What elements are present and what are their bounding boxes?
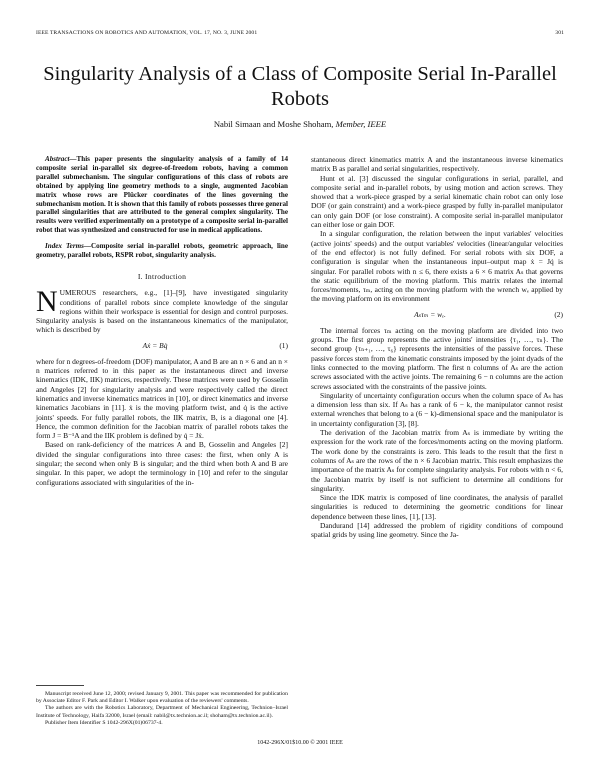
section-heading-introduction: I. Introduction — [137, 271, 187, 281]
author-line — [0, 119, 600, 129]
page-number: 301 — [555, 30, 564, 36]
abstract — [36, 155, 288, 235]
footnote — [36, 691, 288, 727]
equation-1-number: (1) — [279, 341, 288, 351]
drop-cap: N — [36, 285, 58, 319]
member-note: Member, IEEE — [335, 119, 387, 129]
intro-paragraph-3: Based on rank-deficiency of the matrices A and B, Gosselin and Angeles [2] divided the singular configurations into three cases: the first, when only A is singular; the second when only B is singular; and the third when both A and B are singular. In this paper, we adopt the terminology in [10] and refer to the singular configurations associated with singularities of the in- — [36, 440, 288, 487]
index-terms-text: Composite serial in-parallel robots, geometric approach, line geometry, parallel robots, RSPR robot, singularity analysis. — [36, 242, 288, 260]
right-paragraph-8: Dandurand [14] addressed the problem of rigidity conditions of compound spatial grids by using line geometry. Since the Ja- — [311, 520, 563, 540]
equation-2 — [311, 307, 563, 323]
author-names: Nabil Simaan and Moshe Shoham, — [213, 119, 334, 129]
right-paragraph-4: The internal forces τₘ acting on the moving platform are divided into two groups. The first group represents the active joints' intensities {τ₁, …, τₙ}. The second group {τₙ₊₁, …, τ₆} represents the intensities of the passive forces. These passive forces stem from the kinematic constraints imposed by the joint dyads of the links connected to the moving platform. The first n columns of Aₛ are the action screws associated with the active joints. The remaining 6 − n columns are the action screws associated with the constraints of the passive joints. — [311, 325, 563, 391]
right-paragraph-7: Since the IDK matrix is composed of line coordinates, the analysis of parallel singularities is reduced to determining the geometric conditions for linear dependence between these lines, [1], [13]. — [311, 493, 563, 521]
equation-1 — [36, 338, 288, 354]
journal-citation: IEEE TRANSACTIONS ON ROBOTICS AND AUTOMATION, VOL. 17, NO. 3, JUNE 2001 — [36, 30, 258, 36]
intro-paragraph-1-text: UMEROUS researchers, e.g., [1]–[9], have investigated singularity conditions of parallel robots since complete knowledge of the singular regions within their workspace is essential for design and control purposes. Singularity analysis is based on the instantaneous kinematics of the manipulator, which is described by — [36, 288, 288, 335]
right-paragraph-6: The derivation of the Jacobian matrix from Aₛ is immediate by writing the expression for the work rate of the forces/moments acting on the moving platform. The work done by the constraints is zero. This leads to the result that the first n columns of Aₛ are the rows of the n × 6 Jacobian matrix. This result emphasizes the importance of the matrix Aₛ for complete singularity analysis. For robots with n < 6, the Jacobian matrix by itself is not sufficient to determine all conditions for singularity. — [311, 428, 563, 493]
equation-2-number: (2) — [554, 310, 563, 320]
footnote-affiliation: The authors are with the Robotics Laboratory, Department of Mechanical Engineering, Technion–Israel Institute of Technology, Haifa 32000, Israel (email: nabil@tx.technion.ac.il; shoham@tx.technion.ac.il). — [36, 705, 288, 719]
right-paragraph-5: Singularity of uncertainty configuration occurs when the column space of Aₛ has a dimension less than six. If Aₛ has a rank of 6 − k, the manipulator cannot resist external wrenches that belong to a (6 − k)-dimensional space and the manipulator is in uncertainty configuration [3], [8]. — [311, 390, 563, 428]
abstract-label: Abstract— — [45, 155, 77, 163]
right-paragraph-2: Hunt et al. [3] discussed the singular configurations in serial, parallel, and composite serial and in-parallel robots, by using motion and action screws. They showed that a work-piece grasped by a serial kinematic chain robot can only lose DOF (or gain constraint) and a work-piece grasped by fully in-parallel manipulator can only gain DOF (or lose constraint). A composite serial in-parallel manipulator can either lose or gain DOF. — [311, 173, 563, 230]
intro-paragraph-2: where for n degrees-of-freedom (DOF) manipulator, A and B are an n × 6 and an n × n matrices referred to in this paper as the instantaneous direct and inverse kinematics (IDK, IIK) matrices, respectively. These matrices were used by Gosselin and Angeles [2] for singularity analysis and were respectively called the direct kinematics and inverse kinematics matrices in [10], or direct kinematics and inverse kinematics Jacobians in [11]. ẋ is the moving platform twist, and q̇ is the active joints' speeds. For fully parallel robots, the IIK matrix, B, is a diagonal one [4]. Hence, the common definition for the Jacobian matrix of parallel robots takes the form J = B⁻¹A and the IIK problem is defined by q̇ = Jẋ. — [36, 356, 288, 441]
left-column — [36, 155, 288, 487]
right-column — [311, 155, 563, 540]
footnote-manuscript: Manuscript received June 12, 2000; revised January 9, 2001. This paper was recommended for publication by Associate Editor F. Park and Editor I. Walker upon evaluation of the reviewers' comments. — [36, 691, 288, 705]
index-terms — [36, 242, 288, 260]
intro-paragraph-1 — [36, 285, 288, 335]
paper-title: Singularity Analysis of a Class of Composite Serial In-Parallel Robots — [43, 63, 557, 110]
running-head — [36, 30, 564, 36]
equation-2-body: Aₛτₘ = wₑ. — [414, 310, 446, 320]
abstract-text: This paper presents the singularity analysis of a family of 14 composite serial in-parallel six degree-of-freedom robots, having a common parallel submechanism. The singular configurations of this class of robots are obtained by applying line geometry methods to a single, augmented Jacobian matrix whose rows are Plücker coordinates of the lines governing the submechanism motion. It is shown that this family of robots possesses three general parallel singularities that are attributed to the general complex singularity. The results were verified experimentally on a prototype of a composite serial in-parallel robot that was synthesized and constructed for use in medical applications. — [36, 155, 288, 235]
index-terms-label: Index Terms— — [45, 242, 91, 251]
copyright-footer: 1042-296X/01$10.00 © 2001 IEEE — [257, 740, 343, 746]
footnote-rule — [36, 685, 84, 686]
right-paragraph-1: stantaneous direct kinematics matrix A and the instantaneous inverse kinematics matrix B as parallel and serial singularities, respectively. — [311, 155, 563, 174]
right-paragraph-3: In a singular configuration, the relation between the input variables' velocities (active joints' speeds) and the output variables' velocities (linear/angular velocities of the end effector) is not fully defined. For serial robots with six DOF, a configuration is singular when the instantaneous input–output map ẋ = Jq̇ is singular. For parallel robots with n ≤ 6, there exists a 6 × 6 matrix Aₛ that governs the static equilibrium of the moving platform. This matrix relates the internal forces/moments, τₘ, acting on the moving platform with the wrench wₑ applied by the moving platform on its environment — [311, 229, 563, 304]
footnote-publisher-id: Publisher Item Identifier S 1042-296X(01)06737-4. — [45, 719, 163, 726]
equation-1-body: Aẋ = Bq̇ — [142, 341, 168, 351]
